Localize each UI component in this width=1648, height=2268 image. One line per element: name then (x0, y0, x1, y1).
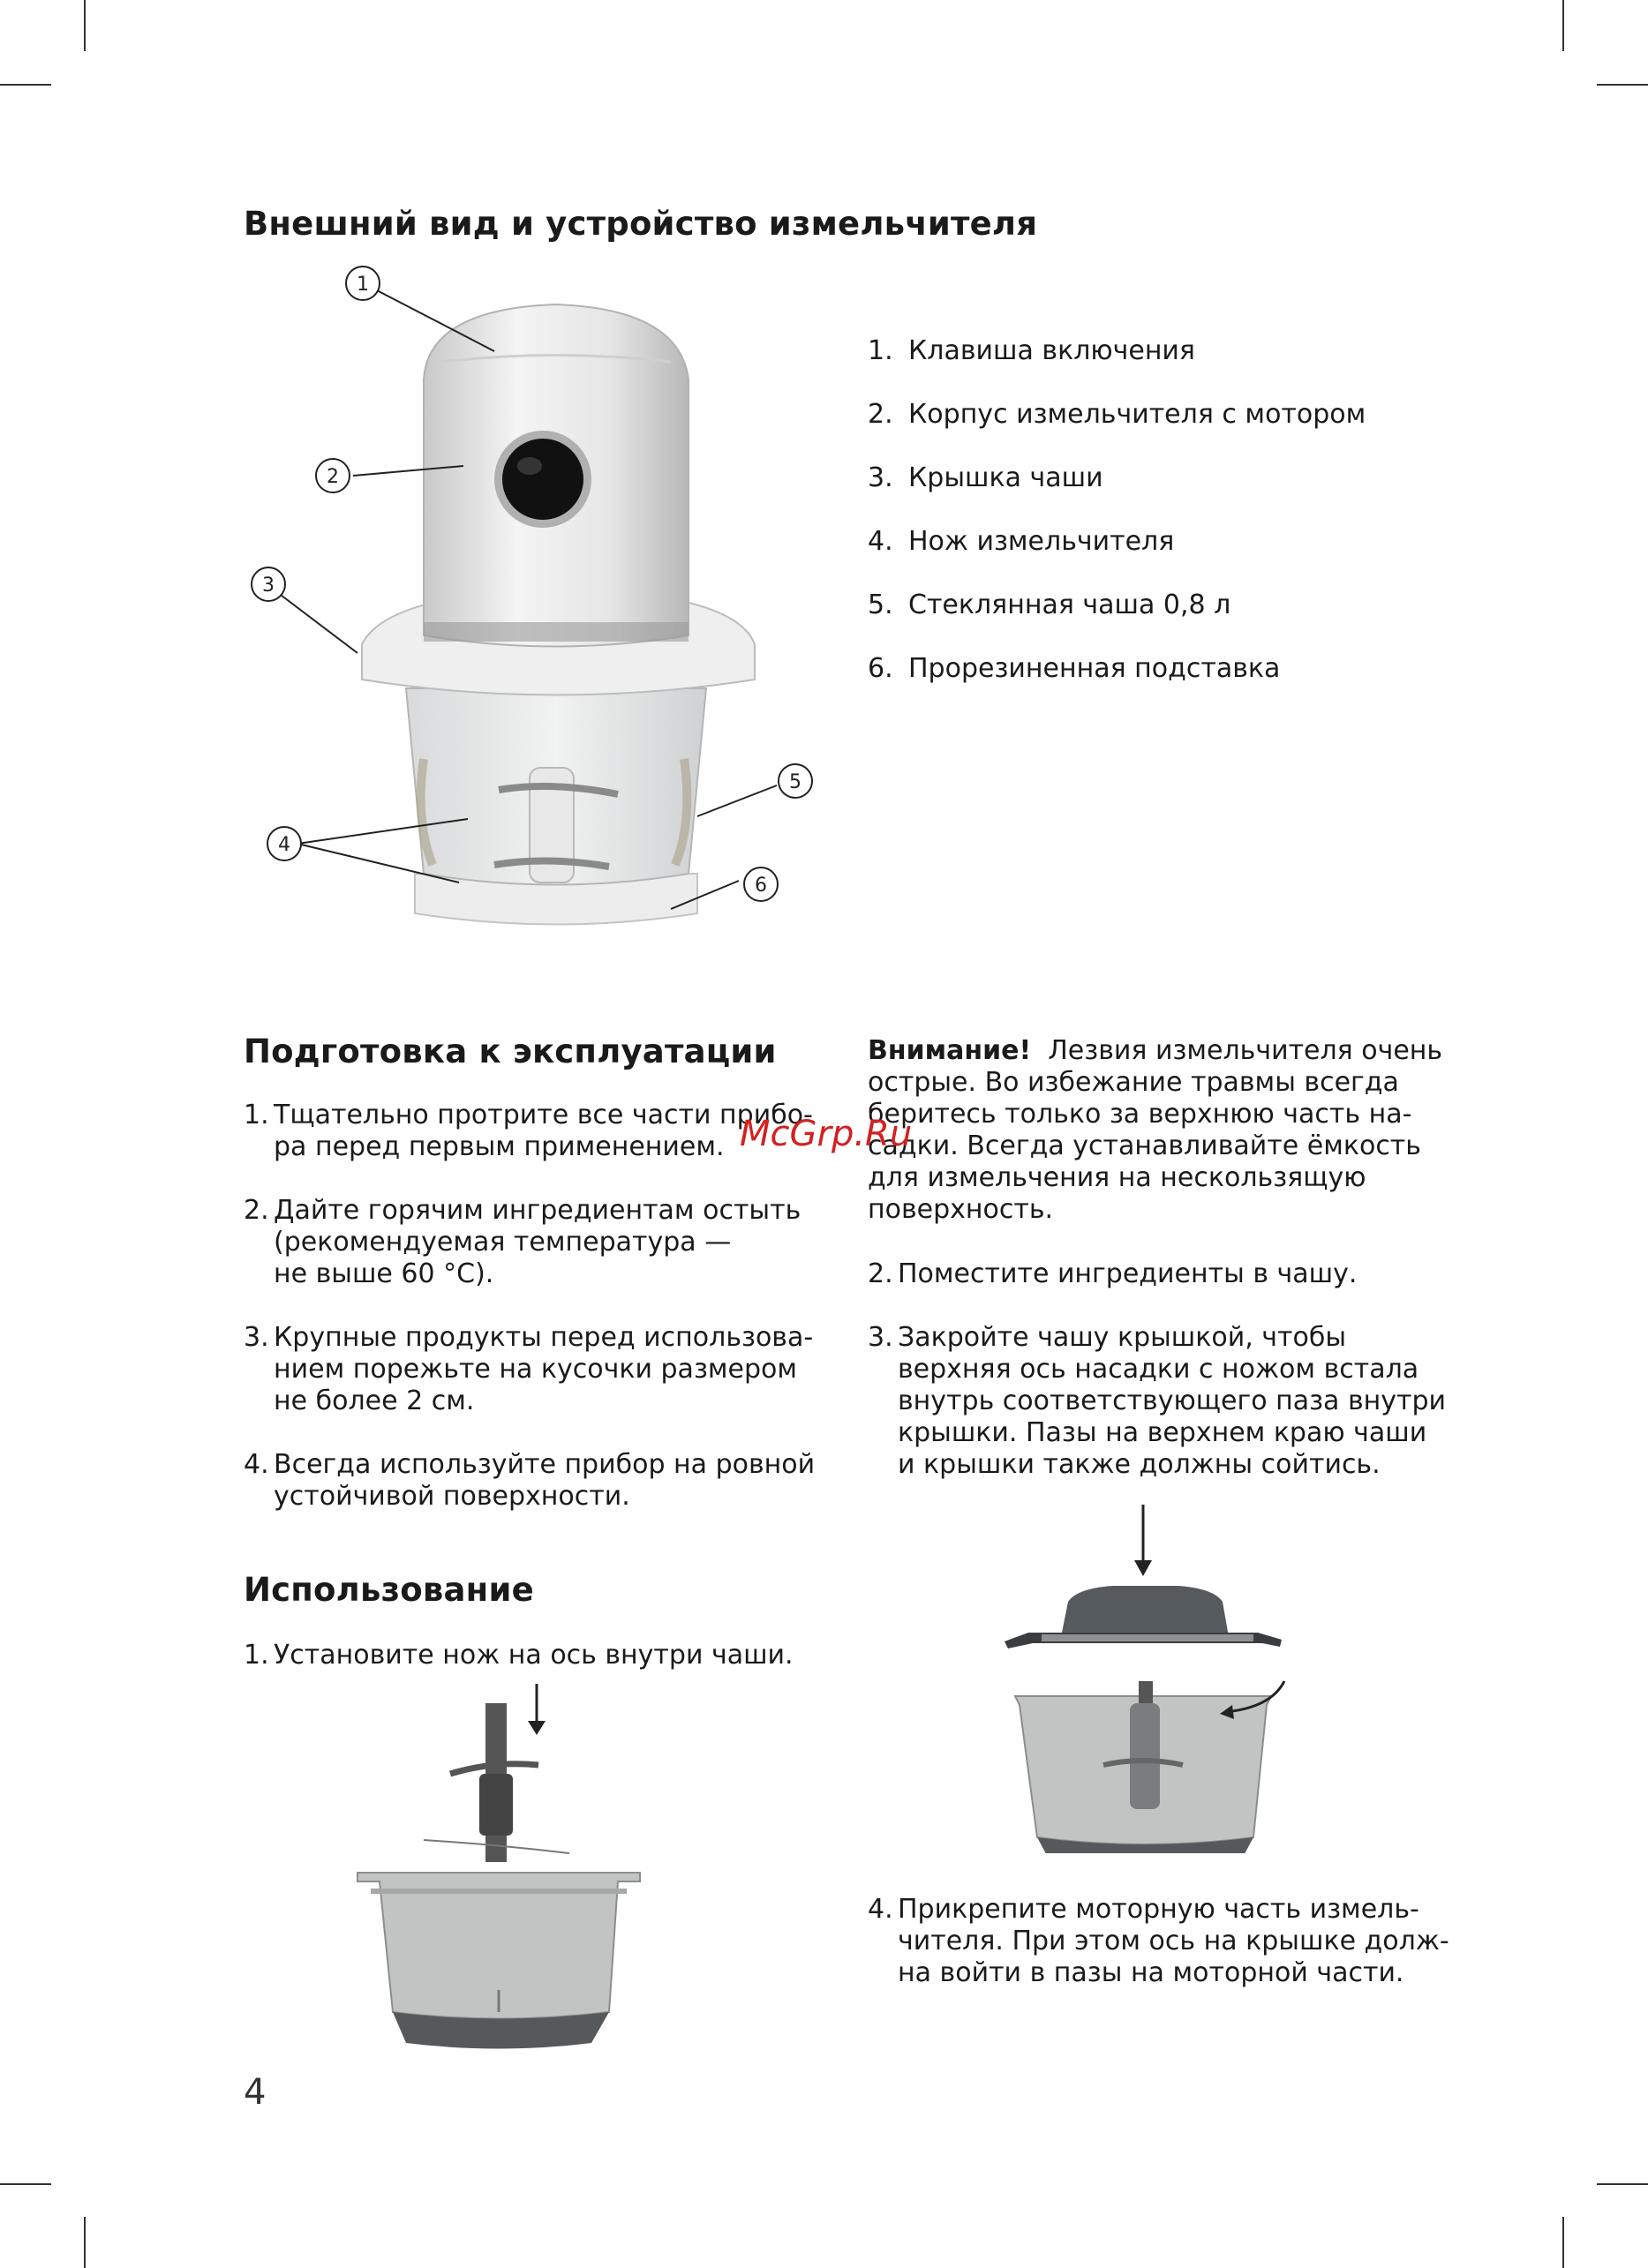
text-line: Закройте чашу крышкой, чтобы (898, 1322, 1347, 1353)
text-line: на войти в пазы на моторной части. (898, 1957, 1404, 1988)
lid-attach-illustration (997, 1500, 1298, 1853)
parts-list (868, 335, 1592, 717)
item-number: 1. (244, 1100, 269, 1130)
callout-label: 6 (755, 875, 767, 897)
callout-label: 2 (327, 466, 339, 488)
item-label: Корпус измельчителя с мотором (908, 399, 1366, 430)
text-line: не более 2 см. (274, 1386, 475, 1416)
list-item (244, 1100, 826, 1163)
text-line: Прикрепите моторную часть измель- (898, 1894, 1419, 1925)
item-number: 1. (868, 335, 893, 366)
crop-mark (1562, 0, 1564, 51)
chopper-illustration (238, 265, 839, 971)
list-item (868, 335, 1592, 399)
text-line: садки. Всегда устанавливайте ёмкость (868, 1130, 1421, 1161)
crop-mark (0, 2183, 51, 2185)
list-item (868, 1894, 1592, 1989)
page-number: 4 (244, 2072, 267, 2113)
text-line: Лезвия измельчителя очень (1048, 1035, 1443, 1066)
text-line: Крупные продукты перед использова- (274, 1322, 814, 1353)
text-line: ра перед первым применением. (274, 1131, 725, 1162)
list-item (868, 526, 1592, 590)
page-title: Внешний вид и устройство измельчителя (244, 205, 1038, 243)
item-label: Крышка чаши (908, 462, 1103, 493)
text-line: Установите нож на ось внутри чаши. (274, 1640, 794, 1671)
item-label: Прорезиненная подставка (908, 653, 1281, 684)
item-number: 4. (868, 1894, 893, 1925)
list-item (244, 1449, 826, 1513)
text-line: (рекомендуемая температура — (274, 1227, 732, 1258)
callout-label: 4 (278, 834, 290, 856)
text-line: Дайте горячим ингредиентам остыть (274, 1195, 801, 1226)
list-item (868, 1258, 1592, 1290)
text-line: Тщательно протрите все части прибо- (274, 1100, 813, 1130)
list-item (244, 1322, 826, 1417)
text-line: крышки. Пазы на верхнем краю чаши (898, 1417, 1427, 1448)
item-number: 2. (868, 1258, 893, 1289)
list-item (868, 1322, 1592, 1481)
callout-label: 3 (262, 575, 275, 597)
text-line: и крышки также должны сойтись. (898, 1449, 1381, 1480)
text-line: верхняя ось насадки с ножом встала (898, 1354, 1419, 1385)
crop-mark (84, 0, 86, 51)
item-number: 3. (868, 1322, 893, 1353)
warning-label: Внимание! (868, 1035, 1032, 1066)
item-label: Нож измельчителя (908, 526, 1175, 557)
list-item (868, 399, 1592, 462)
warning-note (868, 1035, 1592, 1226)
text-line: чителя. При этом ось на крышке долж- (898, 1926, 1449, 1956)
text-line: не выше 60 °C). (274, 1258, 494, 1289)
item-number: 4. (868, 526, 893, 557)
callout-label: 1 (357, 274, 369, 296)
text-line: беритесь только за верхнюю часть на- (868, 1099, 1412, 1130)
item-number: 5. (868, 590, 893, 620)
item-label: Стеклянная чаша 0,8 л (908, 590, 1231, 620)
item-label: Клавиша включения (908, 335, 1195, 366)
knife-insertion-illustration (353, 1677, 653, 2065)
item-number: 2. (868, 399, 893, 430)
text-line: Всегда используйте прибор на ровной (274, 1449, 816, 1480)
callout-label: 5 (789, 771, 801, 793)
crop-mark (0, 84, 51, 86)
text-line: нием порежьте на кусочки размером (274, 1354, 798, 1385)
text-line: внутрь соответствующего паза внутри (898, 1386, 1447, 1416)
text-line: для измельчения на нескользящую (868, 1162, 1366, 1193)
section-heading-preparation: Подготовка к эксплуатации (244, 1033, 777, 1070)
text-line: острые. Во избежание травмы всегда (868, 1067, 1399, 1098)
item-number: 3. (868, 462, 893, 493)
preparation-steps (244, 1100, 826, 1544)
text-line: Поместите ингредиенты в чашу. (898, 1258, 1358, 1289)
crop-mark (1597, 84, 1648, 86)
text-line: устойчивой поверхности. (274, 1481, 630, 1512)
crop-mark (1562, 2217, 1564, 2268)
list-item (868, 590, 1592, 653)
text-line: поверхность. (868, 1194, 1054, 1225)
item-number: 1. (244, 1640, 269, 1671)
watermark: McGrp.Ru (740, 1114, 913, 1154)
list-item (868, 462, 1592, 526)
item-number: 6. (868, 653, 893, 684)
section-heading-usage: Использование (244, 1571, 534, 1609)
item-number: 3. (244, 1322, 269, 1353)
assembly-steps (868, 1258, 1592, 1513)
crop-mark (1597, 2183, 1648, 2185)
list-item (244, 1195, 826, 1290)
item-number: 2. (244, 1195, 269, 1226)
item-number: 4. (244, 1449, 269, 1480)
list-item (244, 1640, 826, 1671)
crop-mark (84, 2217, 86, 2268)
list-item (868, 653, 1592, 717)
